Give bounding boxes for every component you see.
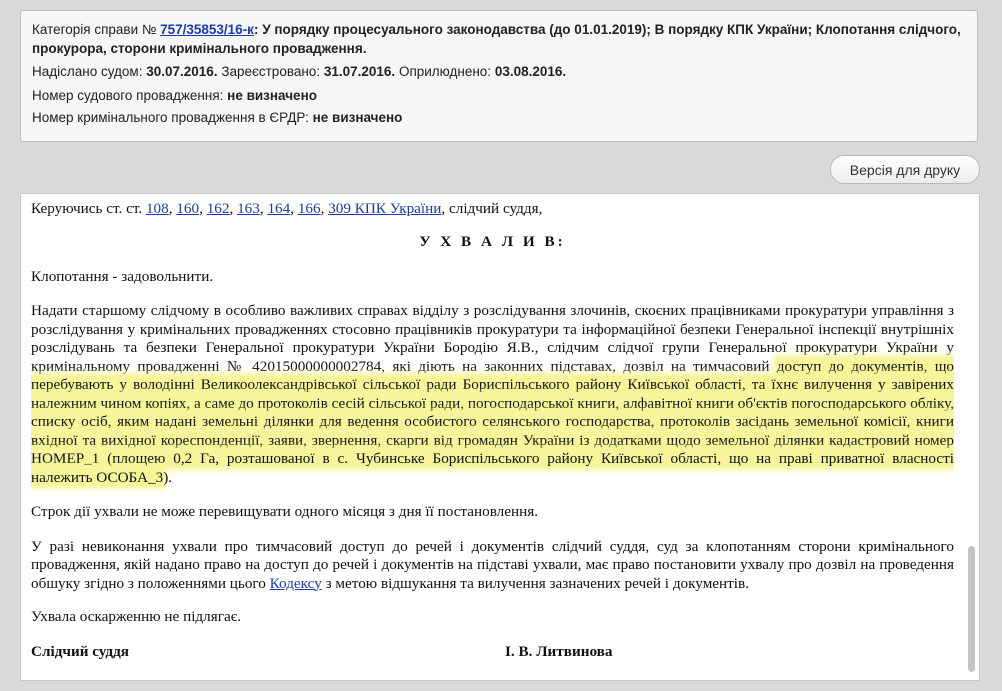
erdr-value: не визначено [312,110,403,125]
erdr-label: Номер кримінального провадження в ЄРДР: [32,110,309,125]
court-proc-label: Номер судового провадження: [32,88,224,103]
court-proceeding-number [32,86,317,105]
appeal-paragraph: Ухвала оскарженню не підлягає. [31,608,242,625]
article-link-309[interactable]: 309 КПК України [328,200,442,217]
article-link-166[interactable]: 166 [297,200,321,217]
article-link-164[interactable]: 164 [267,200,291,217]
highlighted-text: доступ до документів, що перебувають у володінні Великоолександрівської сільської ради Бориспільського району Київської області, та їхнє вилучення у завірених належним чином копіях, а саме до протоколів сесій сільської ради, погосподарської книги, алфавітної книги об'єктів погосподарського обліку, списку осіб, яким надані земельні ділянки для ведення особистого селянського господарства, протоколів засідань земельної комісії, книги вхідної та вихідної кореспонденції, заяви, звернення, скарги від громадян України із додатками щодо земельної ділянки кадастровий номер НОМЕР_1 (площею 0,2 Га, розташованої в с. Чубинське Бориспільського району Київської області, що на праві приватної власності належить ОСОБА_3 [31,357,954,486]
article-link-162[interactable]: 162 [206,200,230,217]
sent-label: Надіслано судом: [32,64,143,79]
grant-text: Надати старшому слідчому в особливо важливих справах відділу з розслідування злочинів, скоєних працівниками прокуратури управління з розслідування у кримінальних провадженнях стосовно працівників прокуратури та інформаційної безпеки Генеральної інспекції внутрішніх розслідувань та безпеки Генеральної прокуратури України Бородію Я.В., слідчим слідчої групи Генеральної прокуратури України у кримінальному провадженні № 42015000000002784, які діють на законних підставах, дозвіл на тимчасовий [31,302,954,375]
registered-label: Зареєстровано: [221,64,321,79]
case-info-panel [20,10,978,142]
court-proc-value: не визначено [227,88,317,103]
guided-suffix: , слідчий суддя, [441,200,543,217]
published-date: 03.08.2016. [494,64,567,79]
case-category [32,20,968,58]
case-number-link[interactable]: 757/35853/16-к [160,22,254,37]
published-label: Оприлюднено: [398,64,492,79]
category-label: Категорія справи № [32,22,157,37]
guided-prefix: Керуючись ст. ст. [31,200,143,217]
article-link-163[interactable]: 163 [237,200,260,217]
case-dates [32,62,566,81]
signature-line [31,643,954,663]
vertical-scrollbar[interactable] [968,546,975,672]
document-viewer[interactable] [20,193,980,681]
non-compliance-end: з метою відшукання та вилучення зазначених речей і документів. [321,574,749,592]
category-text: : У порядку процесуального законодавства (до 01.01.2019); В порядку КПК України; Клопотання слідчого, прокурора, сторони кримінального провадження. [32,22,961,56]
decision-heading: У Х В А Л И В: [419,233,566,250]
term-paragraph: Строк дії ухвали не може перевищувати одного місяця з дня її постановлення. [31,503,539,520]
non-compliance-paragraph [31,538,954,594]
print-version-button[interactable]: Версія для друку [830,155,980,184]
article-link-108[interactable]: 108 [145,200,169,217]
non-compliance-text: У разі невиконання ухвали про тимчасовий доступ до речей і документів слідчий суддя, суд за клопотанням сторони кримінального провадження, якій надано право на доступ до речей і документів на підставі ухвали, має право постановити ухвалу про дозвіл на проведення обшуку згідно з положеннями цього [31,537,954,592]
guided-paragraph: Керуючись ст. ст. 108, 160, 162, 163, 164, 166, 309 КПК України, слідчий суддя, [31,200,543,217]
grant-end: ). [163,468,173,486]
registered-date: 31.07.2016. [323,64,396,79]
code-link[interactable]: Кодексу [269,574,322,592]
granted-paragraph: Клопотання - задовольнити. [31,268,214,285]
signature-name: І. В. Литвинова [505,642,613,660]
erdr-number [32,108,402,127]
article-link-160[interactable]: 160 [176,200,200,217]
document-content [31,200,954,663]
grant-access-paragraph [31,302,954,487]
signature-role: Слідчий суддя [31,642,130,660]
sent-date: 30.07.2016. [146,64,218,79]
